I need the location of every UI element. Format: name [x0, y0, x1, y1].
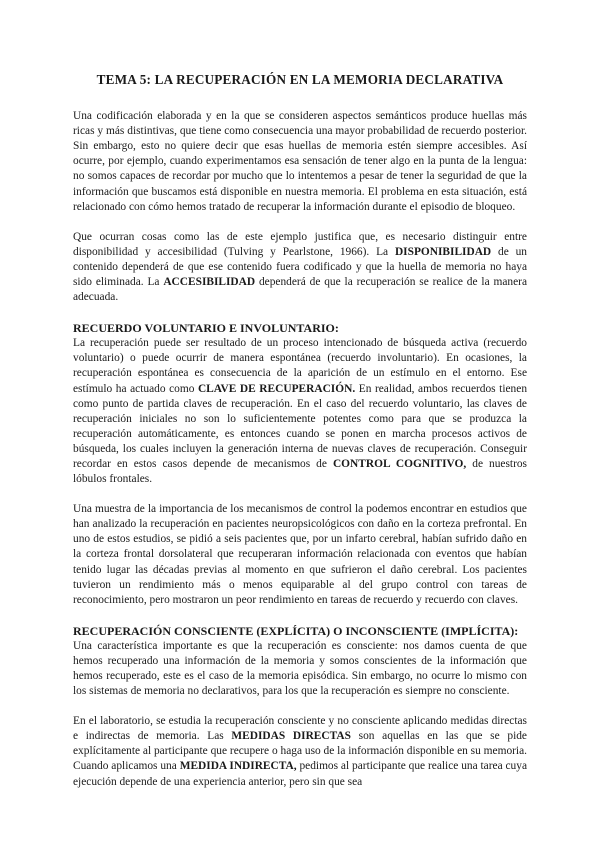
section-heading-recuperacion-consciente: RECUPERACIÓN CONSCIENTE (EXPLÍCITA) O INCONSCIENTE (IMPLÍCITA):: [73, 623, 519, 638]
text-run: de un contenido dependerá de que ese contenido fuera codificado y que la huella de memoria no haya sido eliminada. La: [73, 245, 527, 289]
text-run: La recuperación puede ser resultado de un proceso intencionado de búsqueda activa (recuerdo voluntario) o puede ocurrir de manera espontánea (recuerdo involuntario). En ocasiones, la recuperación espontánea es consecuencia de la aparición de un estímulo en el entorno. Ese estímulo ha actuado como: [73, 337, 527, 395]
term-medidas-directas: MEDIDAS DIRECTAS: [231, 730, 351, 743]
term-disponibilidad: DISPONIBILIDAD: [394, 245, 492, 258]
paragraph-medidas: [73, 714, 527, 789]
paragraph-recuerdo-voluntario: [73, 336, 527, 487]
text-run: pedimos al participante que realice una tarea cuya ejecución depende de una experiencia anterior, pero sin que sea: [73, 760, 528, 788]
term-control-cognitivo: CONTROL COGNITIVO,: [332, 457, 467, 470]
paragraph-recuperacion-consciente: Una característica importante es que la recuperación es consciente: nos damos cuenta de que hemos recuperado una información de la memoria y somos conscientes de la información que hemos recuperado, este es el caso de la memoria episódica. Sin embargo, no ocurre lo mismo con los sistemas de memoria no declarativos, para los que la recuperación es siempre no consciente.: [73, 639, 527, 698]
section-heading-recuerdo-voluntario: RECUERDO VOLUNTARIO E INVOLUNTARIO:: [73, 321, 339, 336]
text-run: Que ocurran cosas como las de este ejemplo justifica que, es necesario distinguir entre disponibilidad y accesibilidad (Tulving y Pearlstone, 1966). La: [73, 230, 527, 258]
term-accesibilidad: ACCESIBILIDAD: [163, 276, 256, 289]
term-medida-indirecta: MEDIDA INDIRECTA,: [179, 760, 297, 773]
paragraph-disponibilidad: [73, 230, 527, 305]
text-run: son aquellas en las que se pide explícitamente al participante que recupere o haga uso de la información disponible en su memoria. Cuando aplicamos una: [73, 730, 527, 773]
paragraph-codificacion: Una codificación elaborada y en la que se consideren aspectos semánticos produce huellas más ricas y más distintivas, que tiene como consecuencia una mayor probabilidad de recuerdo posterior. Sin embargo, esto no quiere decir que esas huellas de memoria estén siempre accesibles. Así ocurre, por ejemplo, cuando experimentamos esa sensación de tener algo en la punta de la lengua: no somos capaces de recordar por mucho que lo intentemos a pesar de tener la seguridad de que la información que buscamos está disponible en nuestra memoria. El problema en esta situación, está relacionado con cómo hemos tratado de recuperar la información durante el episodio de bloqueo.: [73, 110, 527, 213]
text-run: En el laboratorio, se estudia la recuperación consciente y no consciente aplicando medidas directas e indirectas de memoria. Las: [73, 715, 527, 743]
page-title: TEMA 5: LA RECUPERACIÓN EN LA MEMORIA DECLARATIVA: [96, 72, 504, 87]
paragraph-mecanismos-control: Una muestra de la importancia de los mecanismos de control la podemos encontrar en estudios que han analizado la recuperación en pacientes neuropsicológicos con daño en la corteza prefrontal. En uno de estos estudios, se pidió a seis pacientes que, por un infarto cerebral, habían sufrido daño en la corteza frontal dorsolateral que recuperaran información relacionada con eventos que habían tenido lugar las décadas previas al momento en que sufrieron el daño cerebral. Los pacientes tuvieron un rendimiento más o menos equiparable al del grupo control con tareas de reconocimiento, pero mostraron un peor rendimiento en tareas de recuerdo y recuerdo con claves.: [73, 503, 527, 606]
text-run: En realidad, ambos recuerdos tienen como punto de partida claves de recuperación. En el caso del recuerdo voluntario, las claves de recuperación iniciales no son lo suficientemente potentes como para que se produzca la recuperación automáticamente, es entonces cuando se ponen en marcha procesos activos de búsqueda, los cuales incluyen la generación interna de nuevas claves de recuperación. Conseguir recordar en estos casos depende de mecanismos de: [73, 382, 528, 470]
text-run: de nuestros lóbulos frontales.: [73, 457, 527, 486]
text-run: dependerá de que la recuperación se realice de la manera adecuada.: [73, 276, 527, 304]
term-clave-recuperacion: CLAVE DE RECUPERACIÓN.: [197, 382, 356, 395]
